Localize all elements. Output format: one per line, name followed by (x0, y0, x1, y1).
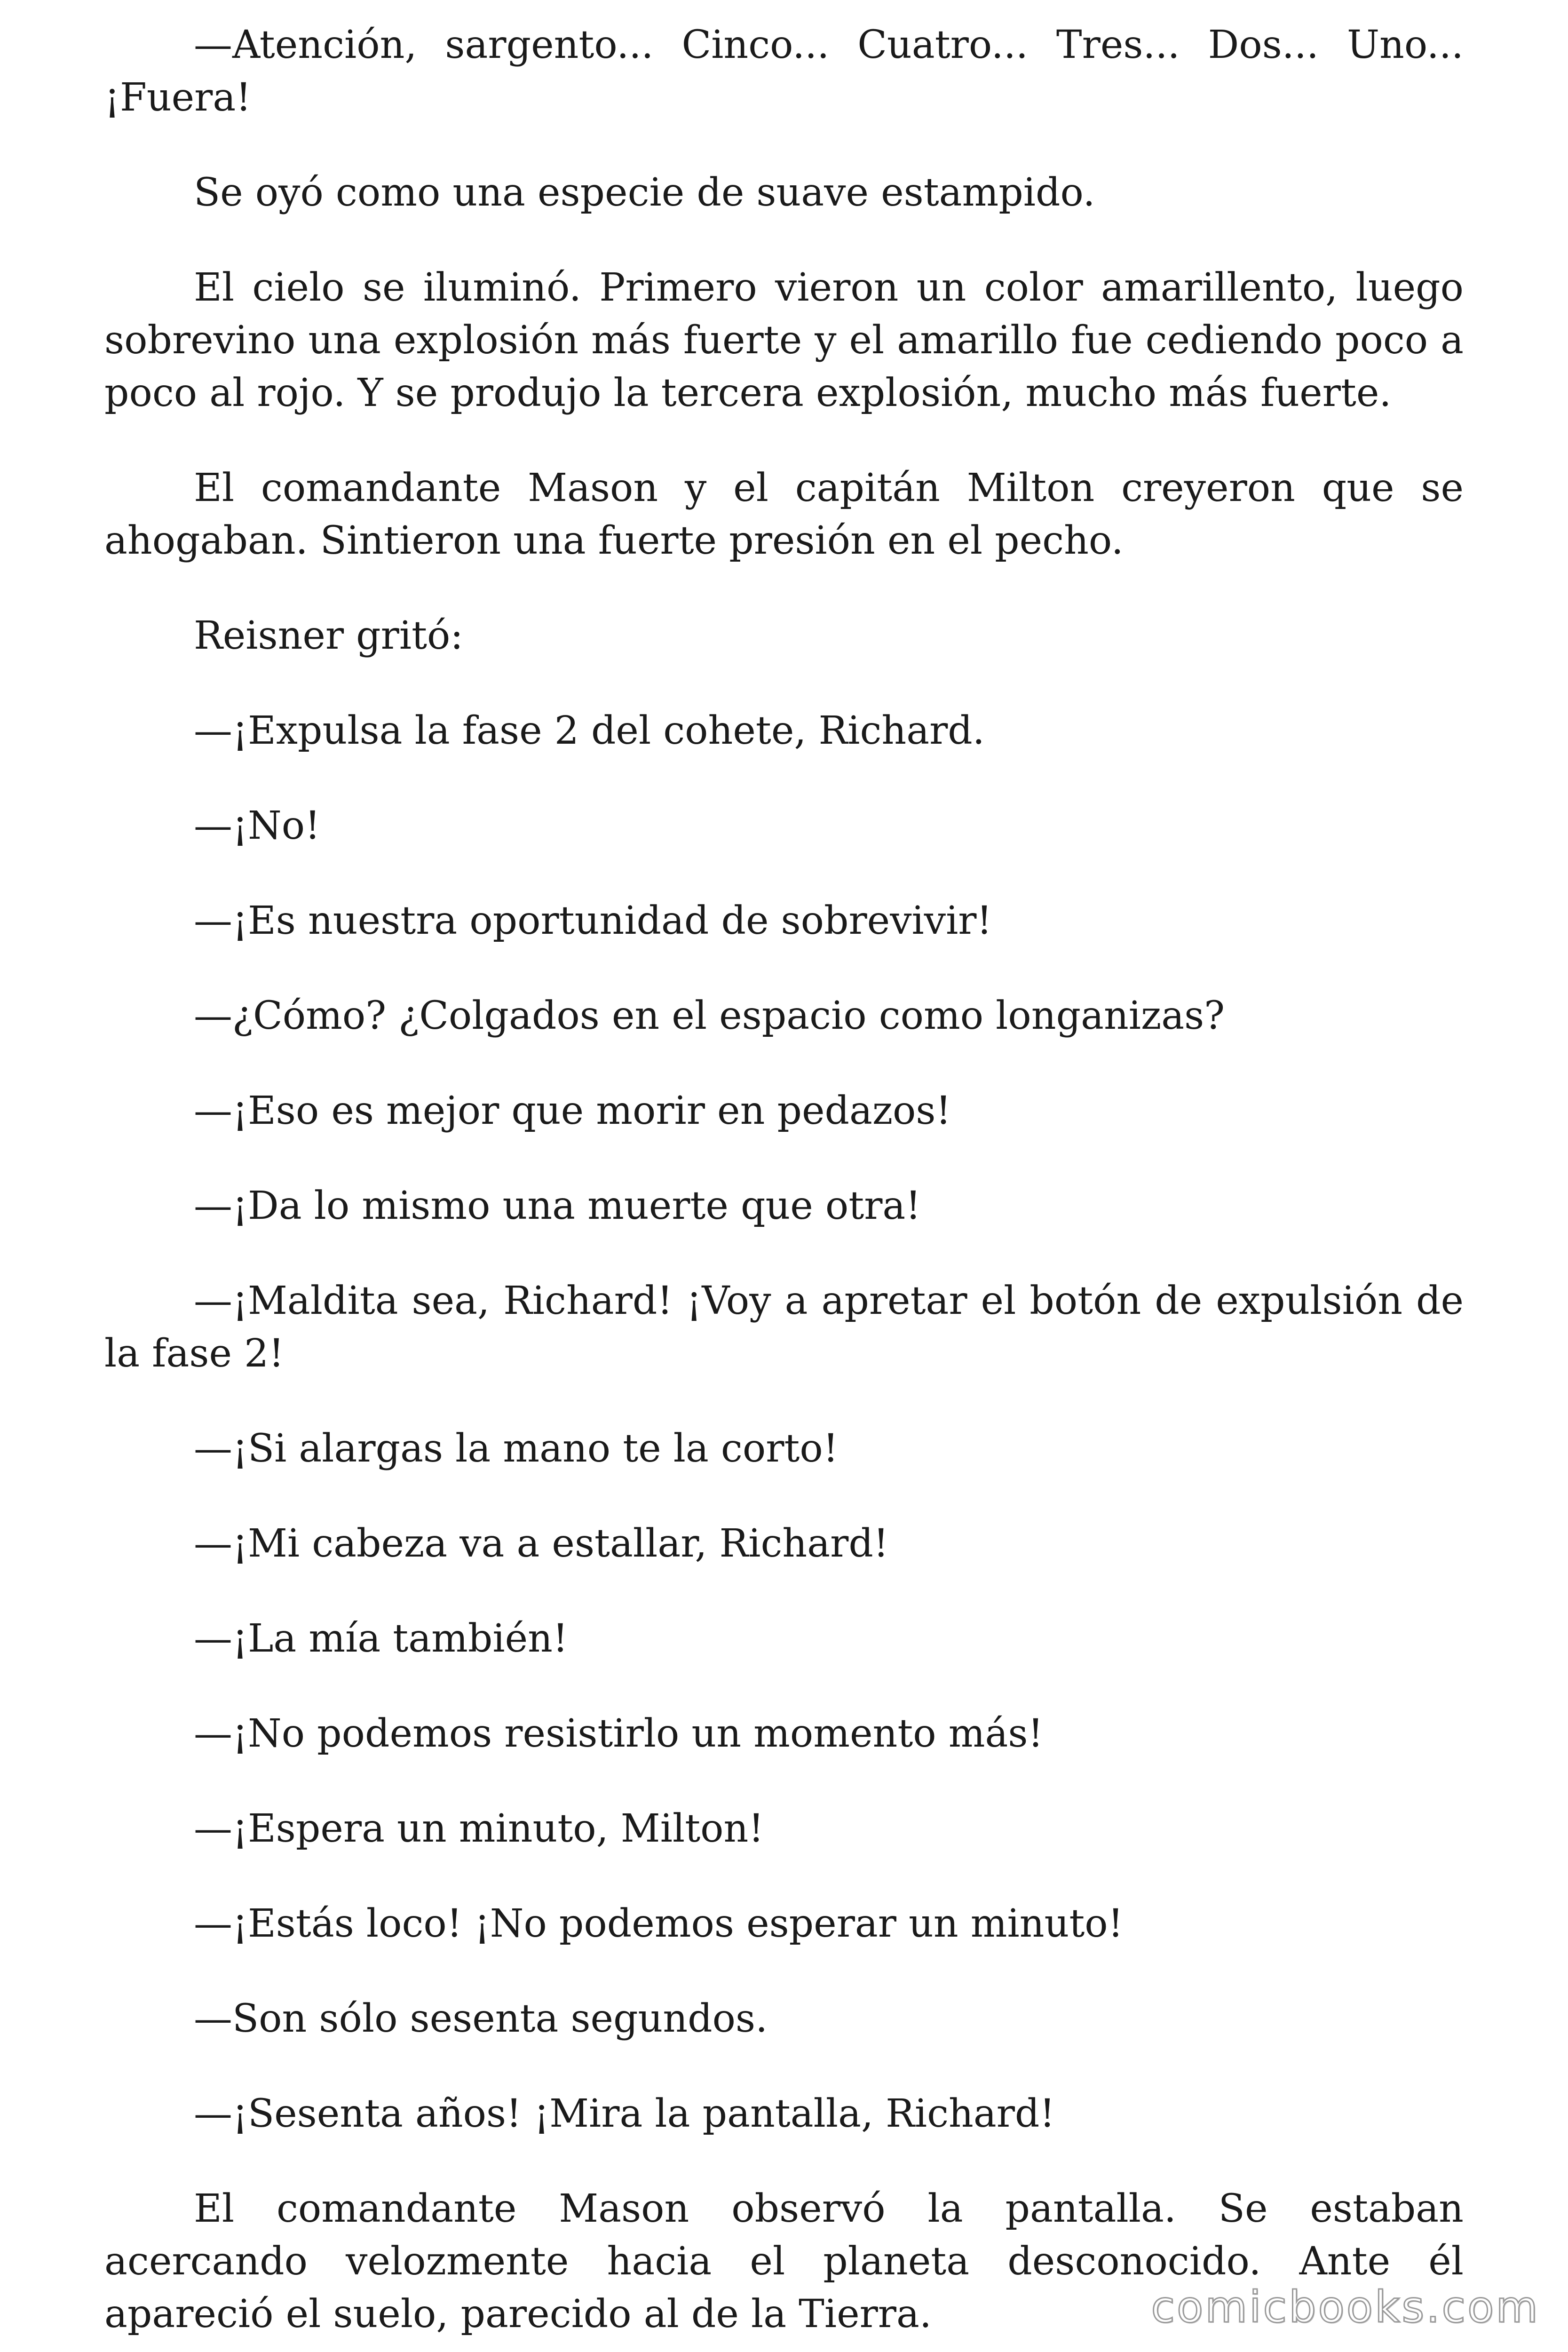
paragraph-17: —¡Espera un minuto, Milton! (194, 1806, 764, 1851)
paragraph-18: —¡Estás loco! ¡No podemos esperar un minuto! (194, 1901, 1124, 1946)
paragraph-16: —¡No podemos resistirlo un momento más! (194, 1711, 1044, 1756)
paragraph-6: —¡Expulsa la fase 2 del cohete, Richard. (194, 708, 985, 753)
paragraph-5: Reisner gritó: (194, 613, 464, 658)
paragraph-21: El comandante Mason observó la pantalla. Se estaban acercando velozmente hacia el planeta desconocido. Ante él apareció el suelo, parecido al de la Tierra. (104, 2186, 1464, 2336)
paragraph-11: —¡Da lo mismo una muerte que otra! (194, 1184, 921, 1228)
watermark-logo: comicbooks.com (1151, 2282, 1540, 2332)
paragraph-13: —¡Si alargas la mano te la corto! (194, 1426, 839, 1471)
paragraph-2: Se oyó como una especie de suave estampido. (194, 170, 1095, 215)
paragraph-7: —¡No! (194, 803, 321, 848)
paragraph-9: —¿Cómo? ¿Colgados en el espacio como longanizas? (194, 993, 1225, 1038)
paragraph-4: El comandante Mason y el capitán Milton creyeron que se ahogaban. Sintieron una fuerte presión en el pecho. (104, 466, 1464, 563)
paragraph-8: —¡Es nuestra oportunidad de sobrevivir! (194, 898, 992, 943)
paragraph-19: —Son sólo sesenta segundos. (194, 1996, 768, 2041)
paragraph-15: —¡La mía también! (194, 1616, 568, 1661)
paragraph-10: —¡Eso es mejor que morir en pedazos! (194, 1089, 951, 1133)
page-text (104, 19, 1464, 2352)
paragraph-20: —¡Sesenta años! ¡Mira la pantalla, Richard! (194, 2091, 1055, 2136)
paragraph-12: —¡Maldita sea, Richard! ¡Voy a apretar el botón de expulsión de la fase 2! (104, 1279, 1464, 1376)
paragraph-3: El cielo se iluminó. Primero vieron un color amarillento, luego sobrevino una explosión más fuerte y el amarillo fue cediendo poco a poco al rojo. Y se produjo la tercera explosión, mucho más fuerte. (104, 265, 1464, 415)
paragraph-14: —¡Mi cabeza va a estallar, Richard! (194, 1521, 889, 1566)
paragraph-1: —Atención, sargento... Cinco... Cuatro... Tres... Dos... Uno... ¡Fuera! (104, 23, 1464, 120)
